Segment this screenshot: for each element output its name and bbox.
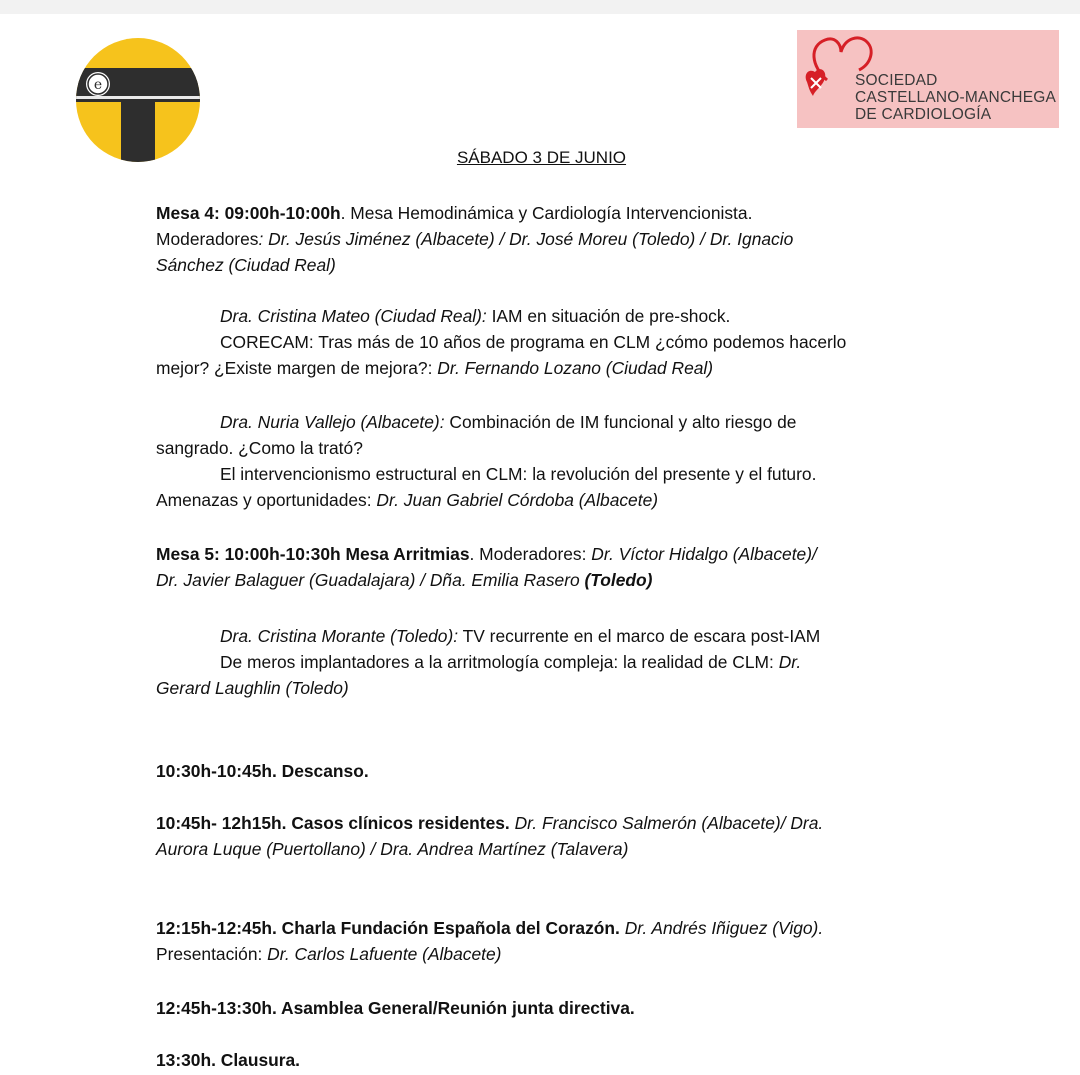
charla-heading: 12:15h-12:45h. Charla Fundación Española del Corazón. xyxy=(156,918,620,938)
mesa4-heading-line xyxy=(156,200,752,226)
closing-text: 13:30h. Clausura. xyxy=(156,1050,301,1070)
mesa5-talk2-title: De meros implantadores a la arritmología compleja: la realidad de CLM: xyxy=(220,652,779,672)
mesa4-talk2-line2 xyxy=(156,355,713,381)
mesa5-talk2-speaker-part2: Gerard Laughlin (Toledo) xyxy=(156,678,349,698)
mesa5-talk2-line2 xyxy=(156,675,349,701)
society-name-line3: DE CARDIOLOGÍA xyxy=(855,106,992,123)
mesa5-heading: Mesa 5: 10:00h-10:30h Mesa Arritmias xyxy=(156,544,470,564)
charla-presenter: Dr. Carlos Lafuente (Albacete) xyxy=(267,944,502,964)
mesa5-moderators-label: . Moderadores: xyxy=(469,544,592,564)
charla-presentation-line xyxy=(156,941,501,967)
charla-presentation-label: Presentación: xyxy=(156,944,268,964)
document-page xyxy=(0,14,1080,1075)
cases-people: Dr. Francisco Salmerón (Albacete)/ Dra. xyxy=(509,813,824,833)
mesa4-talk2-title-cont: mejor? ¿Existe margen de mejora?: xyxy=(156,358,438,378)
society-name-line2: CASTELLANO-MANCHEGA xyxy=(855,89,1057,106)
mesa4-talk3-speaker: Dra. Nuria Vallejo (Albacete): xyxy=(220,412,445,432)
mesa5-heading-line xyxy=(156,541,817,567)
mesa5-moderators-bold: (Toledo) xyxy=(584,570,653,590)
mesa5-talk1-title: TV recurrente en el marco de escara post-IAM xyxy=(458,626,821,646)
charla-line xyxy=(156,915,823,941)
event-logo-graphic xyxy=(76,38,200,162)
mesa5-moderators: Dr. Víctor Hidalgo (Albacete)/ xyxy=(591,544,817,564)
mesa4-talk2 xyxy=(156,329,846,355)
top-bar xyxy=(0,0,1080,14)
break-line xyxy=(156,758,369,784)
logo-letter: e xyxy=(93,77,103,93)
event-logo xyxy=(76,38,200,162)
mesa4-heading: Mesa 4: 09:00h-10:00h xyxy=(156,203,341,223)
society-logo xyxy=(797,30,1059,128)
mesa4-moderators-label: Moderadores xyxy=(156,229,259,249)
mesa5-talk1 xyxy=(156,623,820,649)
mesa4-talk4 xyxy=(156,461,816,487)
mesa5-talk2 xyxy=(156,649,801,675)
society-name xyxy=(855,72,1056,123)
cases-heading: 10:45h- 12h15h. Casos clínicos residentes. xyxy=(156,813,510,833)
mesa4-talk4-title: El intervencionismo estructural en CLM: la revolución del presente y el futuro. xyxy=(220,464,817,484)
mesa5-moderators-line2 xyxy=(156,567,652,593)
break-text: 10:30h-10:45h. Descanso. xyxy=(156,761,369,781)
mesa4-talk2-speaker: Dr. Fernando Lozano (Ciudad Real) xyxy=(437,358,714,378)
cases-line xyxy=(156,810,823,836)
mesa5-talk1-speaker: Dra. Cristina Morante (Toledo): xyxy=(220,626,459,646)
mesa4-moderators-cont: Sánchez (Ciudad Real) xyxy=(156,255,336,275)
mesa4-talk3-title: Combinación de IM funcional y alto riesgo de xyxy=(444,412,797,432)
mesa4-moderators: : Dr. Jesús Jiménez (Albacete) / Dr. José Moreu (Toledo) / Dr. Ignacio xyxy=(258,229,794,249)
mesa4-talk3-title-cont: sangrado. ¿Como la trató? xyxy=(156,438,363,458)
mesa4-talk2-title: CORECAM: Tras más de 10 años de programa en CLM ¿cómo podemos hacerlo xyxy=(220,332,847,352)
mesa5-talk2-speaker-part1: Dr. xyxy=(778,652,802,672)
mesa4-talk1-title: IAM en situación de pre-shock. xyxy=(486,306,731,326)
mesa4-topic: . Mesa Hemodinámica y Cardiología Intervencionista. xyxy=(340,203,753,223)
mesa4-talk1 xyxy=(156,303,730,329)
mesa4-moderators-line2 xyxy=(156,252,336,278)
assembly-text: 12:45h-13:30h. Asamblea General/Reunión junta directiva. xyxy=(156,998,635,1018)
cases-line2 xyxy=(156,836,628,862)
mesa5-moderators-cont: Dr. Javier Balaguer (Guadalajara) / Dña. Emilia Rasero xyxy=(156,570,585,590)
charla-speaker: Dr. Andrés Iñiguez (Vigo). xyxy=(619,918,824,938)
mesa4-talk4-title-cont: Amenazas y oportunidades: xyxy=(156,490,377,510)
mesa4-talk4-speaker: Dr. Juan Gabriel Córdoba (Albacete) xyxy=(376,490,659,510)
society-name-line1: SOCIEDAD xyxy=(855,72,938,89)
day-title: SÁBADO 3 DE JUNIO xyxy=(456,148,627,167)
mesa4-moderators-line xyxy=(156,226,793,252)
assembly-line xyxy=(156,995,635,1021)
cases-people-cont: Aurora Luque (Puertollano) / Dra. Andrea Martínez (Talavera) xyxy=(156,839,629,859)
mesa4-talk3 xyxy=(156,409,796,435)
mesa4-talk3-line2 xyxy=(156,435,363,461)
mesa4-talk4-line2 xyxy=(156,487,658,513)
mesa4-talk1-speaker: Dra. Cristina Mateo (Ciudad Real): xyxy=(220,306,487,326)
closing-line xyxy=(156,1047,300,1073)
